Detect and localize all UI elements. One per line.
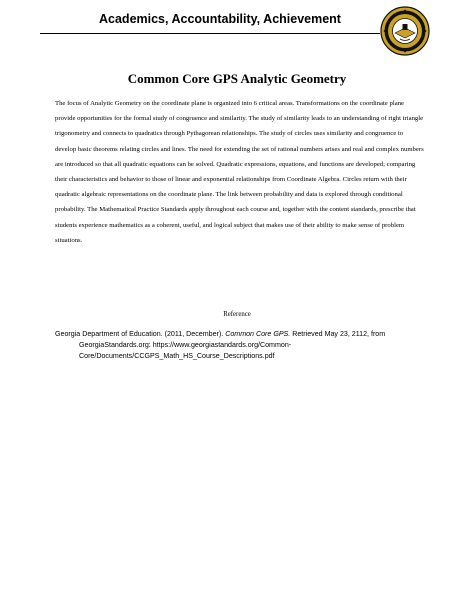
header-divider — [40, 33, 380, 34]
citation-source: Retrieved May 23, 2112, from GeorgiaStandards.org: https://www.georgiastandards.org/Common-Core/Documents/CCGPS_Math_HS_Course_Descriptions.pdf — [79, 330, 386, 360]
reference-heading: Reference — [223, 311, 251, 318]
reference-citation — [55, 329, 451, 362]
body-paragraph: The focus of Analytic Geometry on the coordinate plane is organized into 6 critical areas. Transformations on the coordinate plane provide opportunities for the formal study of congruence and similarity. The study of similarity leads to an understanding of right triangle trigonometry and connects to quadratics through Pythagorean relationships. The study of circles uses similarity and congruence to develop basic theorems relating circles and lines. The need for extending the set of rational numbers arises and real and complex numbers are introduced so that all quadratic equations can be solved. Quadratic expressions, equations, and functions are developed; comparing their characteristics and behavior to those of linear and exponential relationships from Coordinate Algebra. Circles return with their quadratic algebraic representations on the coordinate plane. The link between probability and data is explored through conditional probability. The Mathematical Practice Standards apply throughout each course and, together with the content standards, prescribe that students experience mathematics as a coherent, useful, and logical subject that makes use of their ability to make sense of problem situations. — [55, 100, 424, 244]
school-seal-icon — [380, 6, 430, 56]
header-title: Academics, Accountability, Achievement — [99, 12, 341, 26]
page-title: Common Core GPS Analytic Geometry — [127, 71, 347, 86]
citation-author: Georgia Department of Education. (2011, December). — [55, 330, 226, 338]
citation-title: Common Core GPS. — [225, 330, 291, 338]
